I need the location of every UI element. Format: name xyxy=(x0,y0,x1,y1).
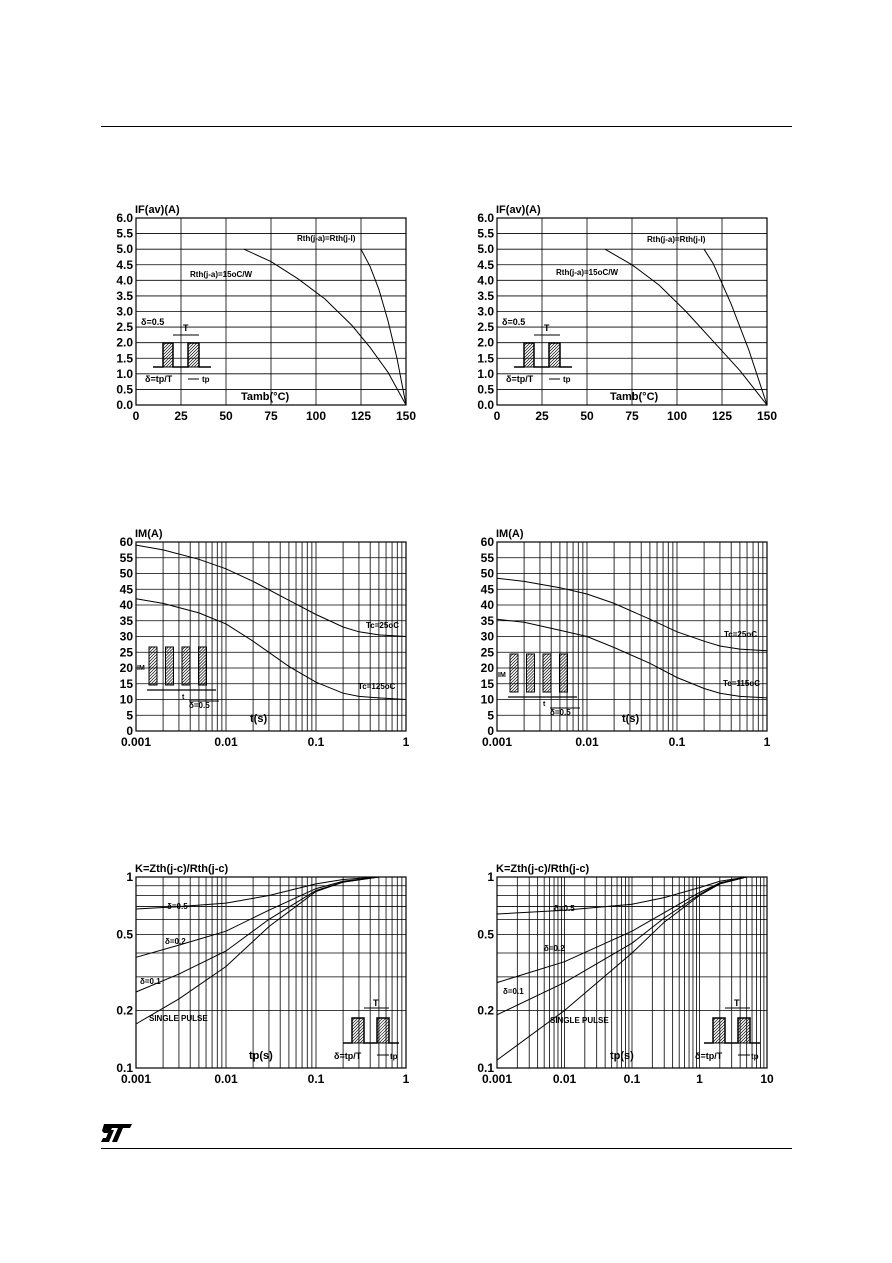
x-tick-label: 100 xyxy=(666,409,688,423)
pulse-waveform xyxy=(343,1018,399,1043)
y-tick-label: 10 xyxy=(119,692,133,707)
y-tick-label: 25 xyxy=(119,645,133,660)
y-tick-label: 0.5 xyxy=(477,927,494,942)
inset-formula: δ=tp/T xyxy=(145,374,173,384)
x-tick-label: 75 xyxy=(264,409,278,423)
inset-tp-label: tp xyxy=(751,1052,759,1061)
y-tick-label: 1 xyxy=(126,870,133,884)
thermal-pulse-inset xyxy=(334,998,399,1061)
y-tick-label: 5.5 xyxy=(116,226,133,241)
thermal-pulse-inset xyxy=(695,998,760,1061)
chart-1 xyxy=(116,204,416,423)
x-tick-label: 0.001 xyxy=(120,735,152,749)
series-annotation: Tc=25oC xyxy=(724,630,757,639)
y-tick-label: 0.1 xyxy=(477,1061,494,1075)
inset-formula: δ=tp/T xyxy=(506,374,534,384)
y-tick-label: 2.0 xyxy=(116,335,133,350)
y-tick-label: 35 xyxy=(119,613,133,628)
y-tick-label: 0.0 xyxy=(477,398,494,412)
y-tick-label: 40 xyxy=(480,598,494,612)
y-axis-title: IF(av)(A) xyxy=(496,204,541,216)
x-tick-label: 25 xyxy=(174,409,188,423)
y-tick-label: 25 xyxy=(480,645,494,660)
chart-3 xyxy=(120,528,410,749)
inset-im-label: IM xyxy=(137,665,145,672)
series-annotation: δ=0.2 xyxy=(544,944,565,953)
inset-tp-label: tp xyxy=(563,375,571,384)
x-tick-label: 0.01 xyxy=(575,735,599,749)
y-tick-label: 40 xyxy=(119,598,133,612)
grid xyxy=(136,542,406,731)
y-tick-label: 0.5 xyxy=(116,382,133,397)
inset-delta-label: δ=0.5 xyxy=(502,317,526,327)
series-annotation: Rth(j-a)=15oC/W xyxy=(556,268,618,277)
x-tick-label: 0 xyxy=(493,409,501,423)
series-annotation: SINGLE PULSE xyxy=(550,1016,609,1025)
y-tick-label: 55 xyxy=(480,550,494,565)
y-tick-label: 35 xyxy=(480,613,494,628)
y-tick-label: 20 xyxy=(480,661,494,675)
inset-period-label: T xyxy=(734,998,740,1008)
y-tick-label: 55 xyxy=(119,550,133,565)
series-annotation: δ=0.1 xyxy=(503,987,524,996)
y-tick-label: 45 xyxy=(119,582,133,597)
series-annotation: δ=0.2 xyxy=(165,937,186,946)
y-tick-label: 15 xyxy=(480,676,494,691)
x-tick-label: 25 xyxy=(535,409,549,423)
chart-6 xyxy=(477,863,774,1086)
y-axis-title: IM(A) xyxy=(496,528,524,540)
x-tick-label: 0.1 xyxy=(307,1072,325,1086)
series-annotation: Rth(j-a)=15oC/W xyxy=(190,270,252,279)
series-annotation: SINGLE PULSE xyxy=(149,1014,208,1023)
y-tick-label: 0.2 xyxy=(477,1003,494,1018)
x-axis-title: Tamb(°C) xyxy=(610,391,659,403)
x-axis-title: Tamb(°C) xyxy=(241,391,290,403)
y-tick-label: 5.0 xyxy=(116,242,133,257)
chart-2 xyxy=(477,204,777,423)
series-annotation: δ=0.1 xyxy=(140,977,161,986)
x-tick-label: 0.1 xyxy=(668,735,686,749)
inset-im-label: IM xyxy=(498,672,506,679)
x-tick-label: 50 xyxy=(580,409,594,423)
y-tick-label: 5 xyxy=(487,708,494,723)
inset-delta-label: δ=0.5 xyxy=(189,701,210,710)
x-tick-label: 150 xyxy=(395,409,417,423)
y-tick-label: 1.5 xyxy=(477,351,494,366)
series-annotation: Rth(j-a)=Rth(j-l) xyxy=(647,235,706,244)
y-tick-label: 0.5 xyxy=(116,927,133,942)
inset-delta-label: δ=0.5 xyxy=(550,708,571,717)
x-tick-label: 150 xyxy=(756,409,778,423)
x-tick-label: 1 xyxy=(696,1072,703,1086)
y-tick-label: 5 xyxy=(126,708,133,723)
series-annotation: δ=0.5 xyxy=(554,904,575,913)
y-tick-label: 15 xyxy=(119,676,133,691)
chart-5 xyxy=(116,863,409,1086)
y-tick-label: 50 xyxy=(480,566,494,581)
y-tick-label: 2.5 xyxy=(477,320,494,335)
y-tick-label: 0.1 xyxy=(116,1061,133,1075)
series-annotation: Rth(j-a)=Rth(j-l) xyxy=(297,234,356,243)
x-tick-label: 0.1 xyxy=(623,1072,641,1086)
y-tick-label: 1.5 xyxy=(116,351,133,366)
chart-4 xyxy=(481,528,771,749)
inset-period-label: T xyxy=(183,323,189,333)
x-tick-label: 125 xyxy=(711,409,733,423)
inset-t-label: t xyxy=(182,694,185,701)
series-line xyxy=(136,877,406,1024)
pulse-waveform xyxy=(514,343,572,367)
y-tick-label: 60 xyxy=(119,535,133,549)
x-tick-label: 0.001 xyxy=(120,1072,152,1086)
y-tick-label: 1.0 xyxy=(116,366,133,381)
grid xyxy=(497,877,767,1068)
y-tick-label: 3.5 xyxy=(477,288,494,303)
y-tick-label: 10 xyxy=(480,692,494,707)
inset-period-label: T xyxy=(544,323,550,333)
current-pulse-inset xyxy=(137,647,219,710)
y-axis-title: K=Zth(j-c)/Rth(j-c) xyxy=(135,863,229,875)
x-tick-label: 50 xyxy=(219,409,233,423)
x-tick-label: 0 xyxy=(132,409,140,423)
x-tick-label: 100 xyxy=(305,409,327,423)
grid xyxy=(497,218,767,405)
y-tick-label: 1.0 xyxy=(477,366,494,381)
y-tick-label: 5.5 xyxy=(477,226,494,241)
x-tick-label: 1 xyxy=(402,1072,410,1086)
y-tick-label: 45 xyxy=(480,582,494,597)
x-tick-label: 1 xyxy=(402,735,410,749)
y-tick-label: 0 xyxy=(126,724,133,738)
x-tick-label: 1 xyxy=(763,735,771,749)
current-pulse-inset xyxy=(498,654,580,717)
y-tick-label: 0.2 xyxy=(116,1003,133,1018)
inset-tp-label: tp xyxy=(202,375,210,384)
y-tick-label: 4.5 xyxy=(116,257,133,272)
y-tick-label: 4.5 xyxy=(477,257,494,272)
y-tick-label: 30 xyxy=(119,629,133,644)
y-tick-label: 6.0 xyxy=(116,211,133,225)
series-annotation: δ=0.5 xyxy=(167,902,188,911)
x-axis-title: t(s) xyxy=(250,713,268,725)
y-axis-title: IM(A) xyxy=(135,528,163,540)
pulse-waveform xyxy=(153,343,211,367)
inset-formula: δ=tp/T xyxy=(695,1051,723,1061)
x-tick-label: 10 xyxy=(760,1072,774,1086)
st-logo xyxy=(100,1122,136,1144)
grid xyxy=(136,218,406,405)
y-tick-label: 3.0 xyxy=(477,304,494,319)
x-axis-title: tp(s) xyxy=(249,1050,273,1062)
y-tick-label: 1 xyxy=(487,870,494,884)
x-tick-label: 0.1 xyxy=(307,735,325,749)
y-axis-title: IF(av)(A) xyxy=(135,204,180,216)
x-tick-label: 0.01 xyxy=(552,1072,577,1086)
x-tick-label: 125 xyxy=(350,409,372,423)
y-tick-label: 6.0 xyxy=(477,211,494,225)
y-tick-label: 60 xyxy=(480,535,494,549)
inset-period-label: T xyxy=(373,998,379,1008)
x-tick-label: 0.01 xyxy=(214,1072,238,1086)
y-tick-label: 2.0 xyxy=(477,335,494,350)
y-tick-label: 0.0 xyxy=(116,398,133,412)
y-axis-title: K=Zth(j-c)/Rth(j-c) xyxy=(496,863,590,875)
y-tick-label: 3.5 xyxy=(116,288,133,303)
inset-formula: δ=tp/T xyxy=(334,1051,362,1061)
x-axis-title: tp(s) xyxy=(610,1050,634,1062)
x-tick-label: 75 xyxy=(625,409,639,423)
series-annotation: Tc=125oC xyxy=(358,682,396,691)
y-tick-label: 20 xyxy=(119,661,133,675)
y-tick-label: 0.5 xyxy=(477,382,494,397)
x-tick-label: 0.001 xyxy=(481,735,513,749)
x-tick-label: 0.01 xyxy=(214,735,238,749)
y-tick-label: 0 xyxy=(487,724,494,738)
y-tick-label: 5.0 xyxy=(477,242,494,257)
series-annotation: Tc=115oC xyxy=(723,679,760,688)
y-tick-label: 50 xyxy=(119,566,133,581)
inset-tp-label: tp xyxy=(390,1052,398,1061)
y-tick-label: 3.0 xyxy=(116,304,133,319)
y-tick-label: 2.5 xyxy=(116,320,133,335)
inset-t-label: t xyxy=(543,701,546,708)
x-axis-title: t(s) xyxy=(622,713,640,725)
x-tick-label: 0.001 xyxy=(481,1072,513,1086)
y-tick-label: 30 xyxy=(480,629,494,644)
inset-delta-label: δ=0.5 xyxy=(141,317,165,327)
y-tick-label: 4.0 xyxy=(116,273,133,288)
y-tick-label: 4.0 xyxy=(477,273,494,288)
series-annotation: Tc=25oC xyxy=(366,621,399,630)
